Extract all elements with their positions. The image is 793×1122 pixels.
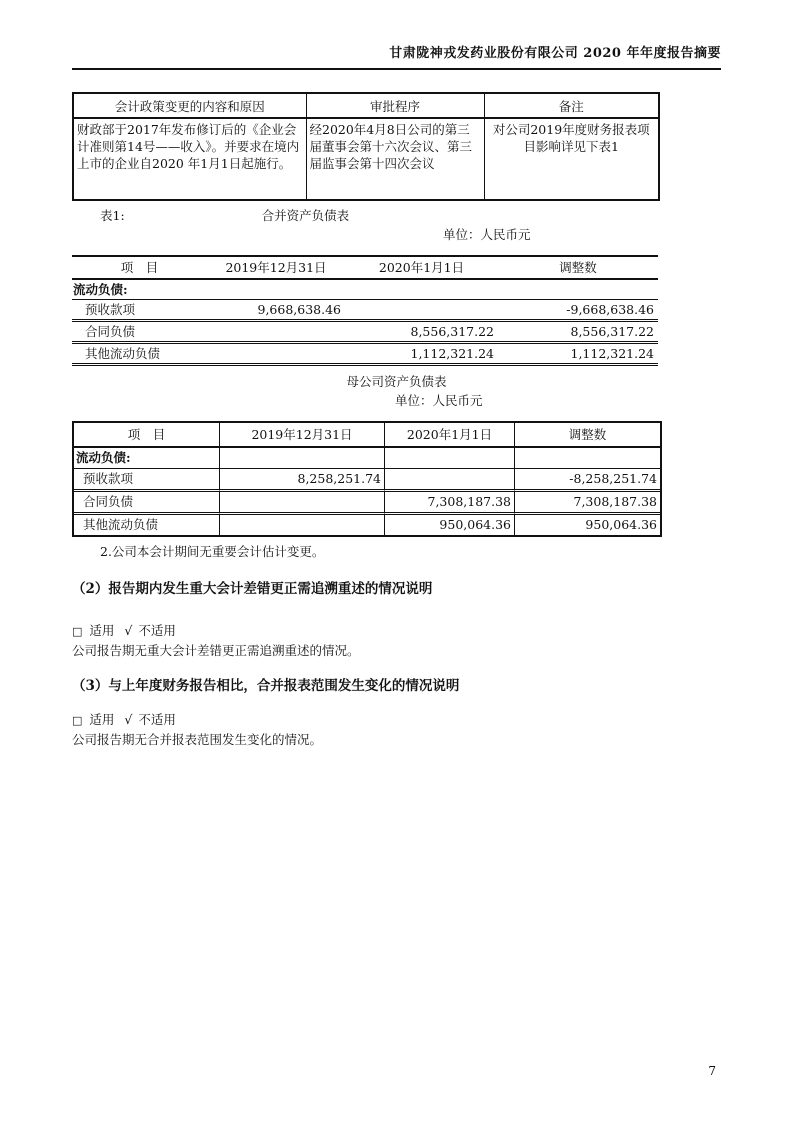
section-2-body: 公司报告期无重大会计差错更正需追溯重述的情况。	[72, 643, 360, 658]
estimate-change-note: 2.公司本会计期间无重要会计估计变更。	[100, 544, 325, 559]
value-adjustment	[498, 280, 658, 300]
section-3-body: 公司报告期无合并报表范围发生变化的情况。	[72, 732, 323, 747]
table-row	[72, 322, 658, 344]
col-header-adjustment: 调整数	[515, 423, 660, 448]
applicable-label: 适用	[89, 712, 115, 727]
row-label: 流动负债:	[72, 280, 207, 300]
table-row	[74, 469, 660, 492]
parent-table-title: 母公司资产负债表	[346, 374, 447, 389]
consolidated-header-row	[72, 257, 658, 280]
table-row	[72, 280, 658, 300]
checkmark-icon: √	[124, 623, 133, 638]
parent-header-row	[74, 423, 660, 448]
policy-header-content: 会计政策变更的内容和原因	[73, 93, 306, 118]
value-2019	[207, 280, 345, 300]
accounting-policy-change-table	[72, 92, 660, 201]
page-content	[72, 0, 721, 748]
row-label: 预收款项	[74, 469, 220, 492]
parent-unit-label: 单位：人民币元	[395, 393, 483, 408]
value-2020: 950,064.36	[385, 515, 515, 535]
value-adjustment: -8,258,251.74	[515, 469, 660, 492]
value-2019	[220, 448, 385, 469]
policy-table-header-row	[73, 93, 659, 118]
policy-header-remark: 备注	[484, 93, 659, 118]
col-header-2019: 2019年12月31日	[220, 423, 385, 448]
row-label: 流动负债:	[74, 448, 220, 469]
col-header-2019: 2019年12月31日	[207, 257, 345, 280]
policy-cell-content: 财政部于2017年发布修订后的《企业会计准则第14号——收入》。并要求在境内上市的企业自2020 年1月1日起施行。	[73, 118, 306, 200]
checkbox-unchecked-icon: □	[72, 714, 83, 727]
table-row	[74, 515, 660, 535]
value-adjustment: -9,668,638.46	[498, 300, 658, 322]
table1-caption-row	[72, 207, 721, 224]
policy-table-row	[73, 118, 659, 200]
consolidated-table-title: 合并资产负债表	[261, 208, 350, 223]
applicable-label: 适用	[89, 623, 115, 638]
row-label: 其他流动负债	[72, 344, 207, 366]
row-label: 合同负债	[72, 322, 207, 344]
value-2019	[207, 322, 345, 344]
value-2020: 1,112,321.24	[345, 344, 498, 366]
col-header-item: 项 目	[74, 423, 220, 448]
section-3-heading: （3）与上年度财务报告相比，合并报表范围发生变化的情况说明	[72, 678, 460, 694]
policy-cell-remark: 对公司2019年度财务报表项目影响详见下表1	[484, 118, 659, 200]
col-header-2020: 2020年1月1日	[385, 423, 515, 448]
value-2019: 8,258,251.74	[220, 469, 385, 492]
value-2019	[207, 344, 345, 366]
col-header-item: 项 目	[72, 257, 207, 280]
table-row	[74, 492, 660, 515]
row-label: 其他流动负债	[74, 515, 220, 535]
not-applicable-label: 不适用	[138, 712, 176, 727]
value-adjustment: 1,112,321.24	[498, 344, 658, 366]
checkbox-unchecked-icon: □	[72, 625, 83, 638]
page-number: 7	[708, 1064, 716, 1078]
row-label: 预收款项	[72, 300, 207, 322]
table-row	[74, 448, 660, 469]
section-3-applicability-line	[72, 711, 721, 729]
value-2020: 8,556,317.22	[345, 322, 498, 344]
value-2019: 9,668,638.46	[207, 300, 345, 322]
value-2020	[385, 469, 515, 492]
value-2020	[345, 280, 498, 300]
section-2-applicability-line	[72, 622, 721, 640]
col-header-adjustment: 调整数	[498, 257, 658, 280]
value-adjustment	[515, 448, 660, 469]
parent-balance-sheet-table	[72, 421, 662, 537]
running-head-title: 甘肃陇神戎发药业股份有限公司 2020 年年度报告摘要	[72, 0, 721, 70]
col-header-2020: 2020年1月1日	[345, 257, 498, 280]
not-applicable-label: 不适用	[138, 623, 176, 638]
table-row	[72, 344, 658, 366]
value-2020: 7,308,187.38	[385, 492, 515, 515]
table-row	[72, 300, 658, 322]
value-2020	[345, 300, 498, 322]
policy-header-procedure: 审批程序	[306, 93, 484, 118]
consolidated-balance-sheet-table	[72, 255, 658, 366]
policy-cell-procedure: 经2020年4月8日公司的第三届董事会第十六次会议、第三届监事会第十四次会议	[306, 118, 484, 200]
value-2019	[220, 515, 385, 535]
row-label: 合同负债	[74, 492, 220, 515]
value-adjustment: 950,064.36	[585, 517, 657, 532]
value-adjustment: 8,556,317.22	[498, 322, 658, 344]
consolidated-unit-label: 单位：人民币元	[443, 227, 531, 242]
value-adjustment: 7,308,187.38	[515, 492, 660, 515]
section-2-heading: （2）报告期内发生重大会计差错更正需追溯重述的情况说明	[72, 581, 433, 597]
value-2019	[220, 492, 385, 515]
table1-label: 表1:	[100, 208, 125, 223]
value-2020	[385, 448, 515, 469]
checkmark-icon: √	[124, 712, 133, 727]
